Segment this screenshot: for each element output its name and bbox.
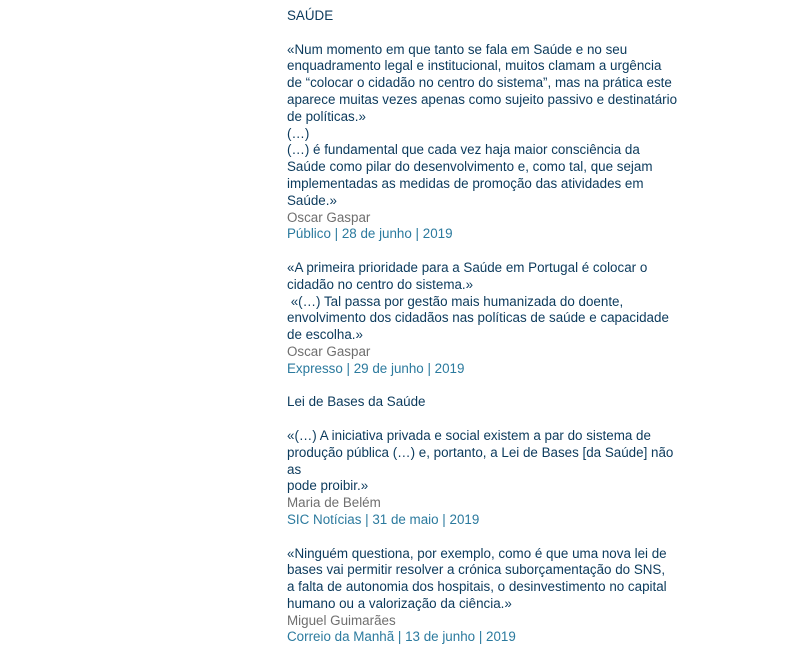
quote-author: Maria de Belém bbox=[287, 495, 381, 511]
quote-line: de “colocar o cidadão no centro do sistema”, mas na prática este bbox=[287, 75, 672, 91]
quote-line: «(…) Tal passa por gestão mais humanizada do doente, bbox=[287, 293, 624, 309]
quote-line: (…) bbox=[287, 125, 310, 141]
quote-line: bases vai permitir resolver a crónica suborçamentação do SNS, bbox=[287, 562, 666, 578]
quote-line: cidadão no centro do sistema.» bbox=[287, 276, 474, 292]
quote-line: «(…) A iniciativa privada e social existem a par do sistema de bbox=[287, 427, 651, 443]
quote-line: Saúde.» bbox=[287, 192, 337, 208]
quote-line: produção pública (…) e, portanto, a Lei de Bases [da Saúde] não as bbox=[287, 444, 678, 477]
quote-block bbox=[287, 260, 687, 378]
quote-line: (…) é fundamental que cada vez haja maior consciência da bbox=[287, 142, 640, 158]
quote-line: implementadas as medidas de promoção das atividades em bbox=[287, 175, 644, 191]
quote-source: SIC Notícias | 31 de maio | 2019 bbox=[287, 511, 480, 527]
quote-line: de políticas.» bbox=[287, 108, 366, 124]
quote-block bbox=[287, 428, 687, 529]
quote-author: Oscar Gaspar bbox=[287, 343, 371, 359]
section-heading-saude: SAÚDE bbox=[287, 8, 334, 23]
quote-line: Saúde como pilar do desenvolvimento e, como tal, que sejam bbox=[287, 159, 653, 175]
quote-block bbox=[287, 42, 687, 244]
quote-line: «Ninguém questiona, por exemplo, como é que uma nova lei de bbox=[287, 545, 667, 561]
quote-line: «A primeira prioridade para a Saúde em Portugal é colocar o bbox=[287, 259, 648, 275]
quote-line: a falta de autonomia dos hospitais, o desinvestimento no capital bbox=[287, 579, 667, 595]
quote-author: Miguel Guimarães bbox=[287, 612, 396, 628]
quote-line: pode proibir.» bbox=[287, 478, 369, 494]
section-heading-lei-de-bases: Lei de Bases da Saúde bbox=[287, 394, 426, 410]
quote-source: Público | 28 de junho | 2019 bbox=[287, 226, 453, 242]
quote-line: de escolha.» bbox=[287, 327, 363, 343]
quote-line: «Num momento em que tanto se fala em Saúde e no seu bbox=[287, 41, 628, 57]
quote-line: enquadramento legal e institucional, muitos clamam a urgência bbox=[287, 58, 662, 74]
quote-line: humano ou a valorização da ciência.» bbox=[287, 595, 512, 611]
quote-author: Oscar Gaspar bbox=[287, 209, 371, 225]
quote-block bbox=[287, 546, 687, 647]
quote-line: aparece muitas vezes apenas como sujeito passivo e destinatário bbox=[287, 91, 678, 107]
press-quotes-content bbox=[287, 8, 687, 663]
quote-source: Correio da Manhã | 13 de junho | 2019 bbox=[287, 629, 516, 645]
quote-source: Expresso | 29 de junho | 2019 bbox=[287, 360, 465, 376]
quote-line: envolvimento dos cidadãos nas políticas de saúde e capacidade bbox=[287, 310, 669, 326]
